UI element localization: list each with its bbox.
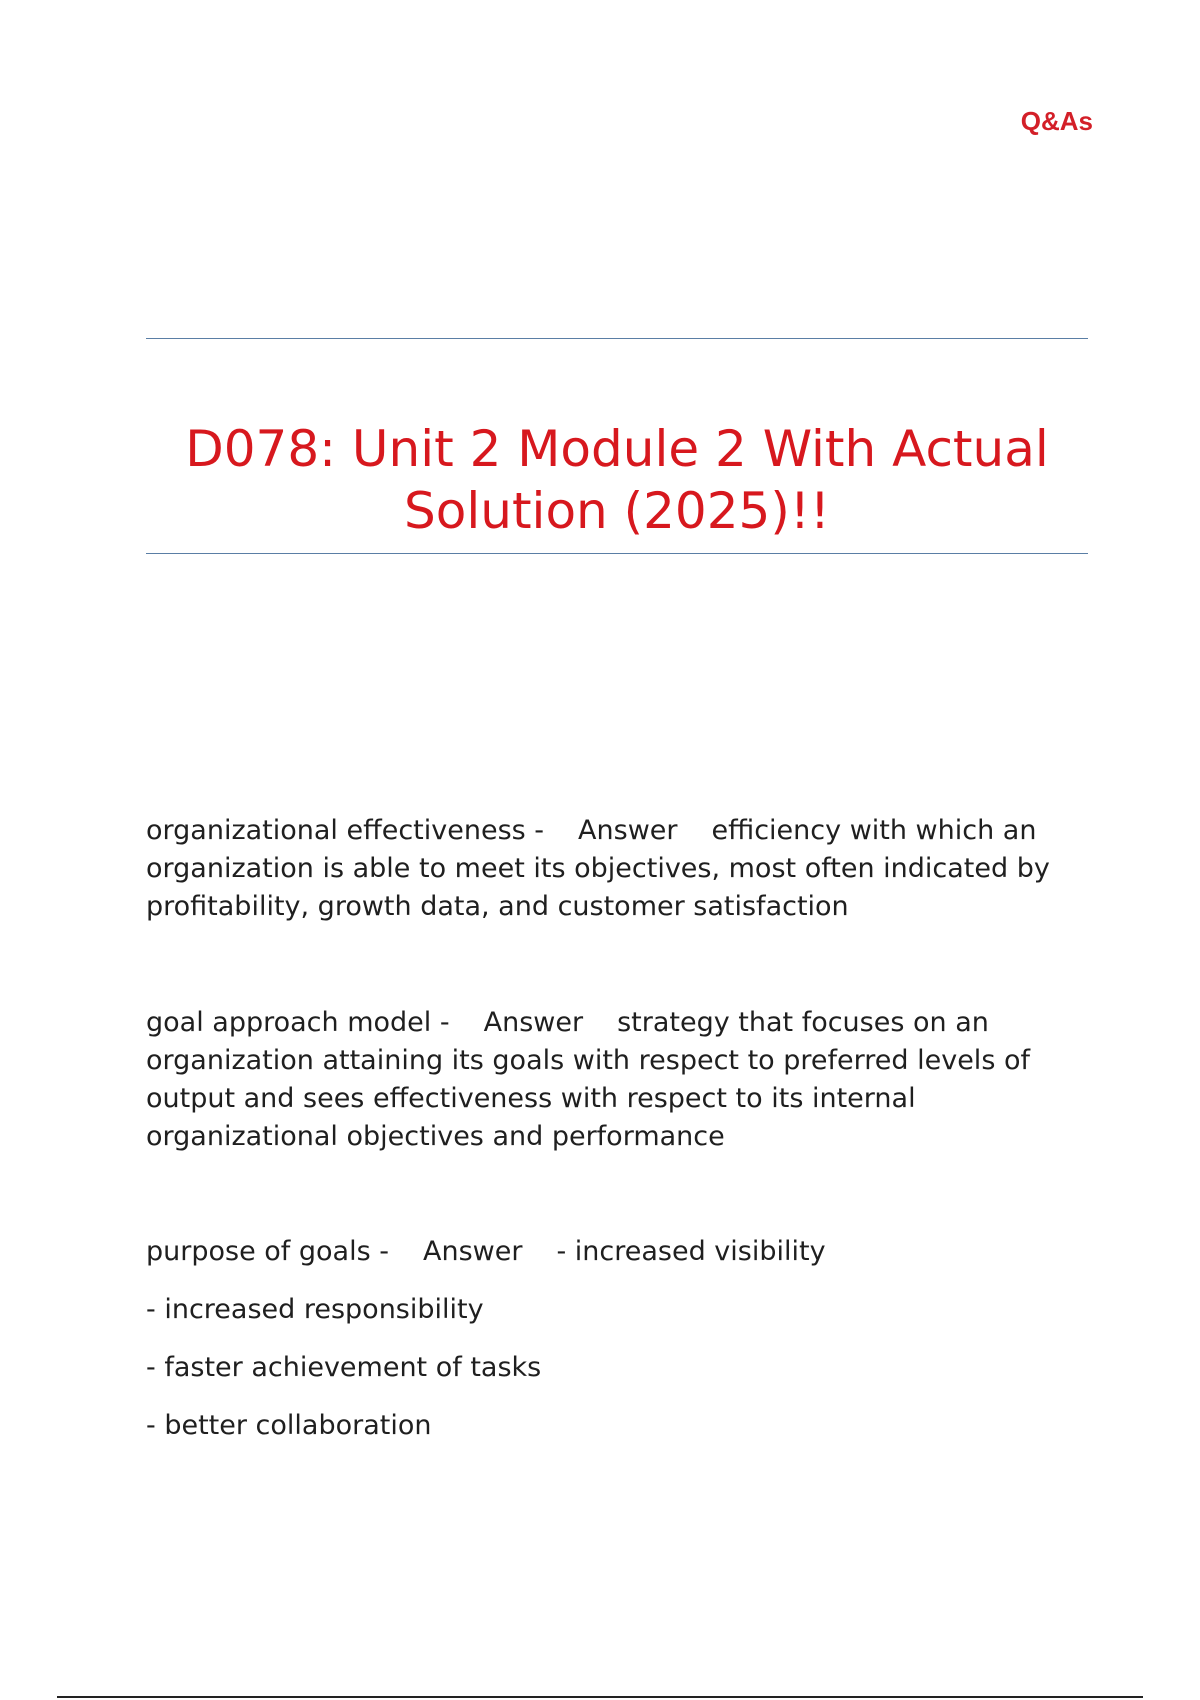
qa-tag: Q&As <box>1020 106 1093 136</box>
answer-label: Answer <box>483 1007 584 1038</box>
qa-definition: - increased visibility <box>556 1236 826 1267</box>
qa-item-purpose-of-goals <box>146 1233 1096 1445</box>
bullet-item: - better collaboration <box>146 1410 432 1441</box>
qa-item-goal-approach-model <box>146 1004 1096 1156</box>
qa-term: goal approach model - <box>146 1007 450 1038</box>
title-top-rule <box>146 338 1088 339</box>
qa-item-organizational-effectiveness <box>146 812 1096 926</box>
bullet-item: - increased responsibility <box>146 1294 484 1325</box>
answer-label: Answer <box>578 815 678 846</box>
document-title <box>146 418 1088 542</box>
qa-term: organizational effectiveness - <box>146 815 545 846</box>
document-title-line-2: Solution (2025)!! <box>404 482 830 540</box>
title-bottom-rule <box>146 553 1088 554</box>
answer-label: Answer <box>422 1236 523 1267</box>
qa-definition: efficiency with which an organization is able to meet its objectives, most often indicated by profitability, growth data, and customer satisfaction <box>146 815 1050 922</box>
bullet-item: - faster achievement of tasks <box>146 1352 542 1383</box>
page-bottom-rule <box>57 1696 1143 1698</box>
qa-paragraph <box>146 1233 1096 1445</box>
qa-paragraph <box>146 812 1096 926</box>
document-title-line-1: D078: Unit 2 Module 2 With Actual <box>185 420 1049 478</box>
qa-definition: strategy that focuses on an organization attaining its goals with respect to preferred levels of output and sees effectiveness with respect to its internal organizational objectives and performance <box>146 1007 1030 1152</box>
qa-paragraph <box>146 1004 1096 1156</box>
qa-term: purpose of goals - <box>146 1236 389 1267</box>
